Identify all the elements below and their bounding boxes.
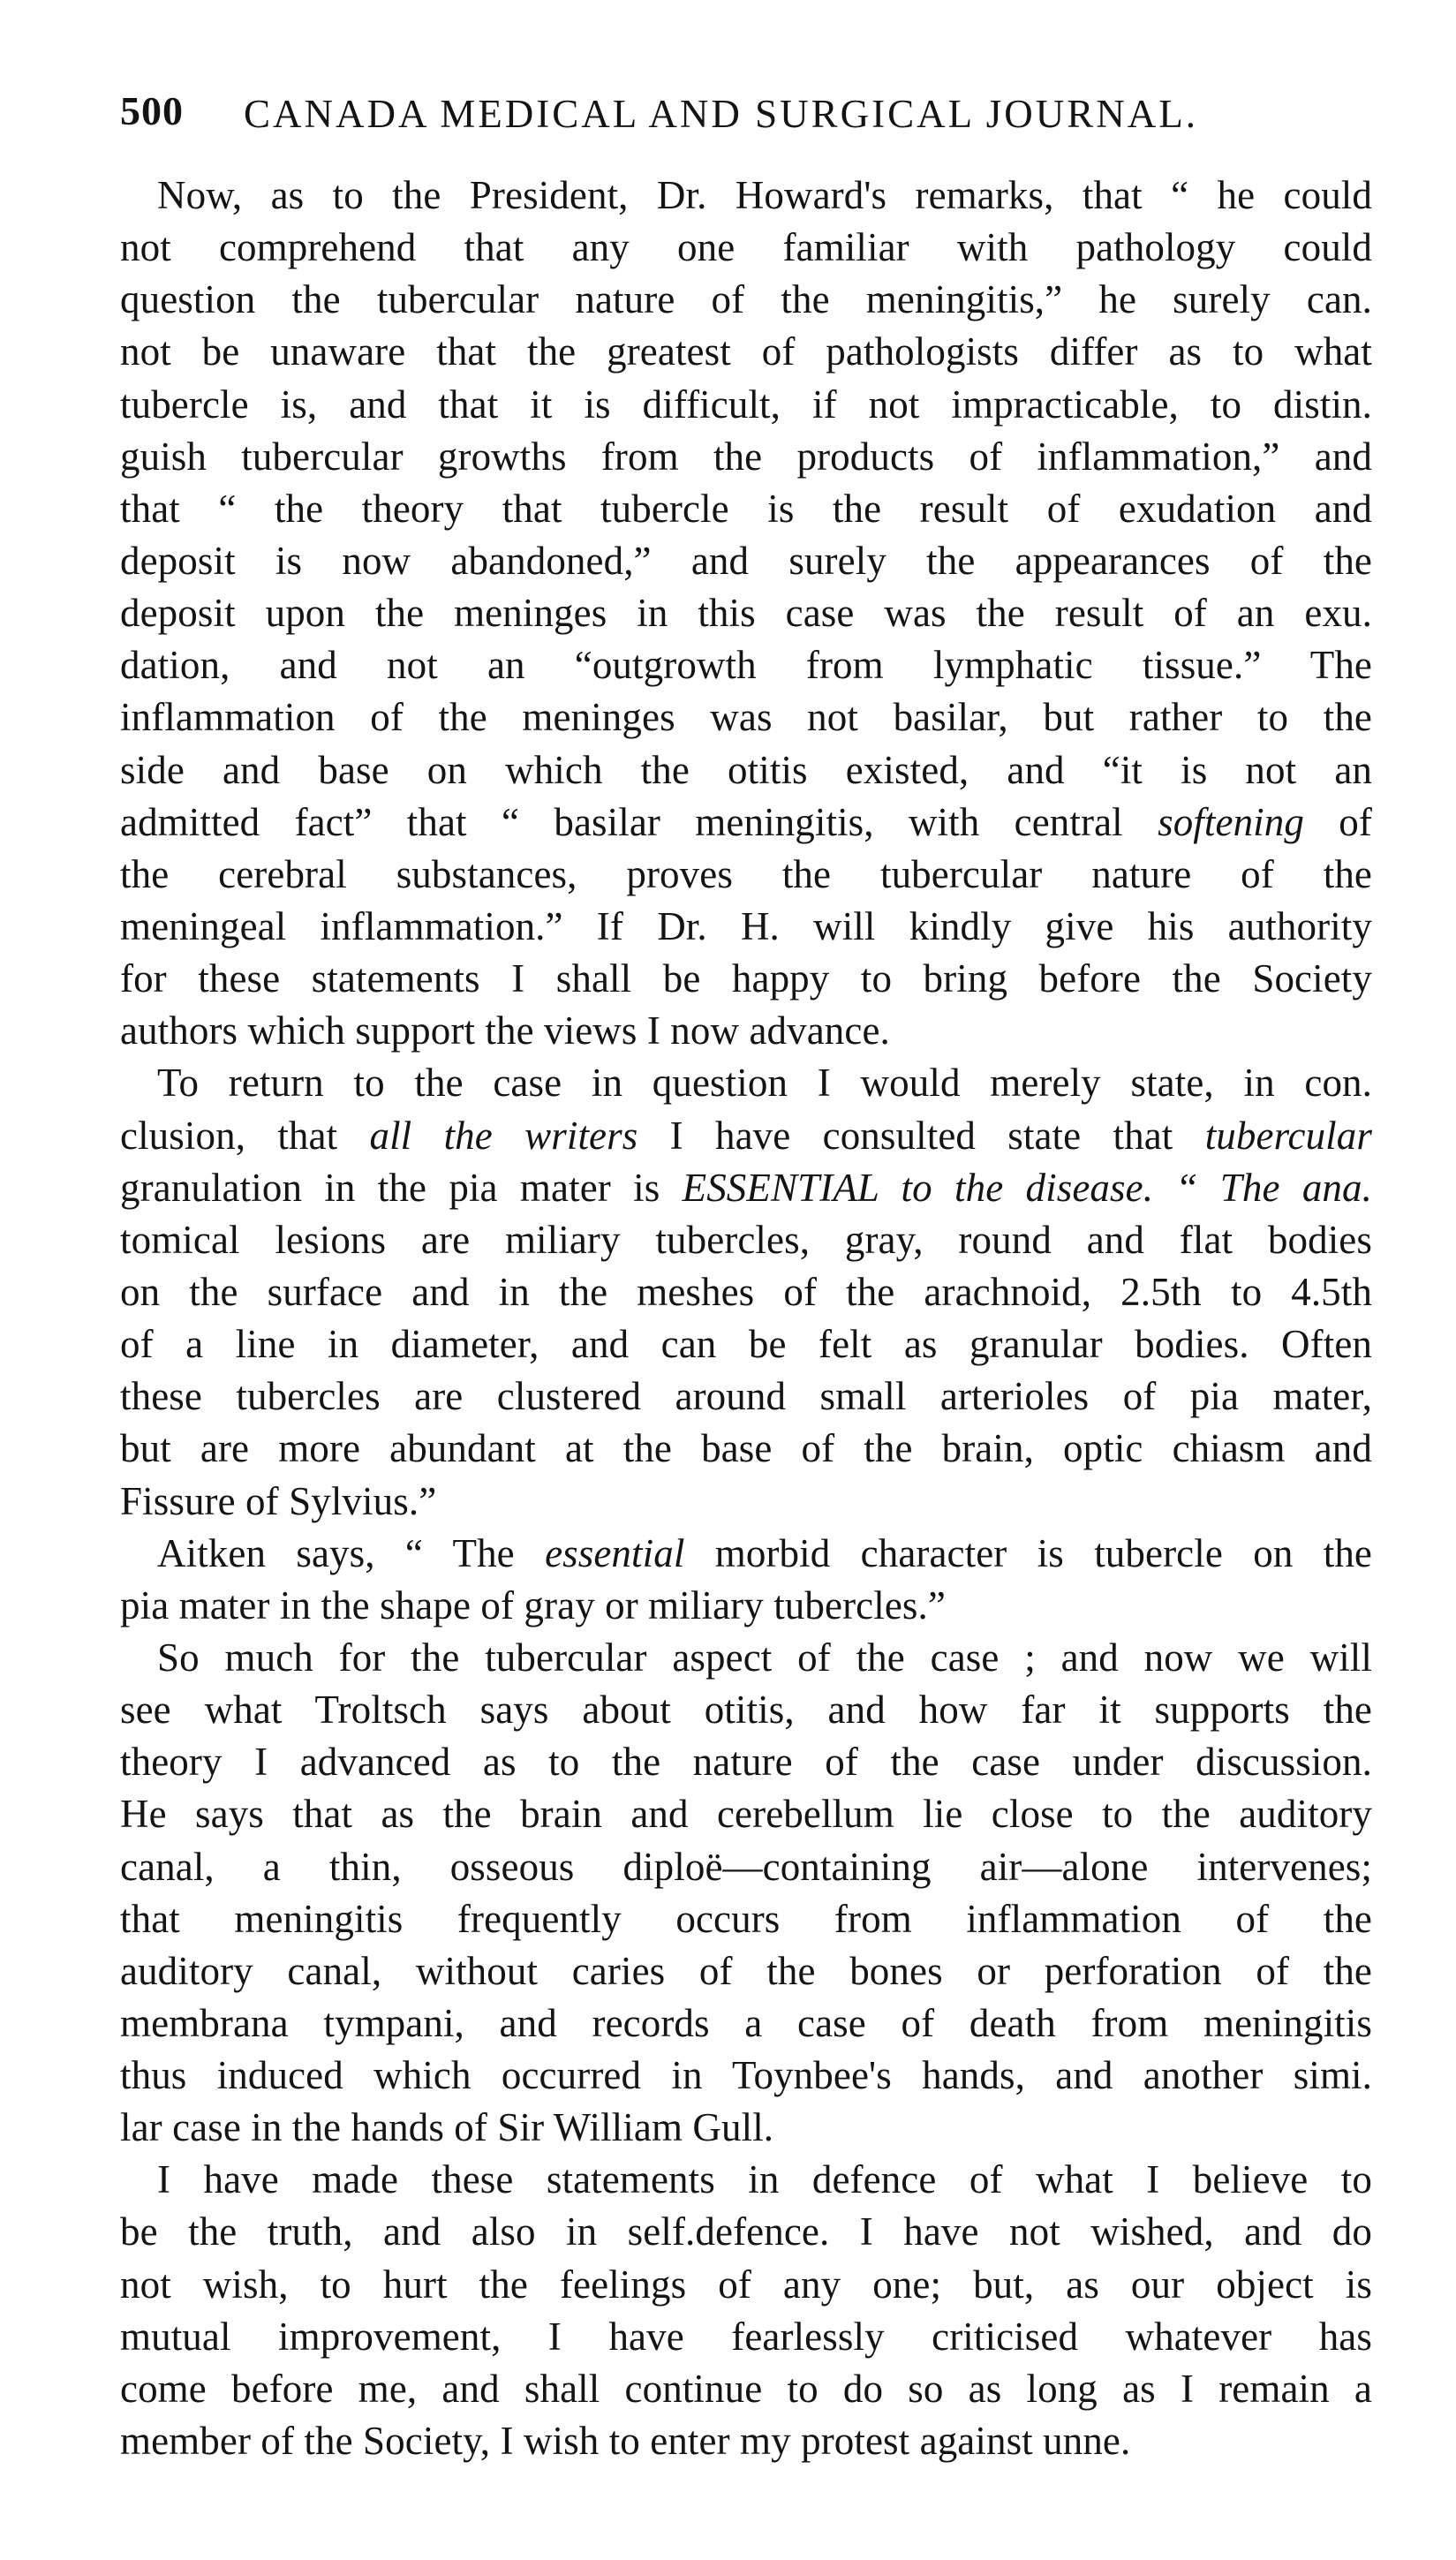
text-line: for these statements I shall be happy to bring before the Society — [120, 956, 1372, 1001]
text-line: authors which support the views I now advance. — [120, 1008, 890, 1053]
text-line: member of the Society, I wish to enter my protest against unne. — [120, 2419, 1131, 2464]
text-line: clusion, that all the writers I have consulted state that tubercular — [120, 1113, 1372, 1158]
text-line: So much for the tubercular aspect of the case ; and now we will — [157, 1635, 1372, 1680]
text-line: deposit is now abandoned,” and surely the appearances of the — [120, 538, 1372, 583]
text-line: question the tubercular nature of the meningitis,” he surely can. — [120, 277, 1372, 322]
page-number: 500 — [120, 88, 184, 133]
italic-emphasis: ESSENTIAL to the disease. “ The ana. — [660, 1165, 1372, 1210]
text-line: dation, and not an “outgrowth from lymphatic tissue.” The — [120, 643, 1372, 688]
text-line: Aitken says, “ The essential morbid character is tubercle on the — [157, 1530, 1372, 1575]
text-line: tubercle is, and that it is difficult, if not impracticable, to distin. — [120, 381, 1372, 427]
text-line: come before me, and shall continue to do so as long as I remain a — [120, 2366, 1372, 2411]
text-line: To return to the case in question I would merely state, in con. — [157, 1061, 1372, 1106]
text-line: Fissure of Sylvius.” — [120, 1478, 437, 1523]
text-line: lar case in the hands of Sir William Gull. — [120, 2105, 774, 2150]
text-line: He says that as the brain and cerebellum lie close to the auditory — [120, 1792, 1372, 1837]
text-line: these tubercles are clustered around small arterioles of pia mater, — [120, 1374, 1372, 1419]
text-line: inflammation of the meninges was not basilar, but rather to the — [120, 695, 1372, 740]
text-line: not comprehend that any one familiar with pathology could — [120, 225, 1372, 270]
text-line: see what Troltsch says about otitis, and how far it supports the — [120, 1688, 1372, 1733]
text-line: theory I advanced as to the nature of the case under discussion. — [120, 1740, 1372, 1785]
text-line: that meningitis frequently occurs from inflammation of the — [120, 1896, 1372, 1941]
text-line: not wish, to hurt the feelings of any one; but, as our object is — [120, 2262, 1372, 2307]
paragraph-4 — [120, 1632, 1372, 2154]
text-line: pia mater in the shape of gray or miliary tubercles.” — [120, 1582, 946, 1627]
text-line: thus induced which occurred in Toynbee's hands, and another simi. — [120, 2053, 1372, 2098]
paragraph-3 — [120, 1528, 1372, 1632]
text-line: admitted fact” that “ basilar meningitis, with central softening of — [120, 799, 1372, 844]
text-line: not be unaware that the greatest of pathologists differ as to what — [120, 329, 1372, 374]
paragraph-5 — [120, 2154, 1372, 2467]
paragraph-1 — [120, 170, 1372, 1057]
text-line: deposit upon the meninges in this case was the result of an exu. — [120, 591, 1372, 636]
text-line: but are more abundant at the base of the brain, optic chiasm and — [120, 1426, 1372, 1471]
text-line: I have made these statements in defence of what I believe to — [157, 2157, 1372, 2202]
italic-emphasis: tubercular — [1204, 1113, 1372, 1158]
italic-emphasis: essential — [545, 1530, 685, 1575]
text-line: that “ the theory that tubercle is the result of exudation and — [120, 486, 1372, 531]
text-line: auditory canal, without caries of the bones or perforation of the — [120, 1948, 1372, 1993]
text-line: side and base on which the otitis existed, and “it is not an — [120, 747, 1372, 792]
text-line: guish tubercular growths from the products of inflammation,” and — [120, 434, 1372, 479]
article-body — [120, 170, 1372, 2467]
text-line: the cerebral substances, proves the tubercular nature of the — [120, 851, 1372, 896]
text-line: on the surface and in the meshes of the arachnoid, 2.5th to 4.5th — [120, 1269, 1372, 1314]
italic-emphasis: softening — [1158, 799, 1304, 844]
journal-title: CANADA MEDICAL AND SURGICAL JOURNAL. — [244, 92, 1198, 136]
text-line: membrana tympani, and records a case of death from meningitis — [120, 2000, 1372, 2045]
text-line: of a line in diameter, and can be felt as granular bodies. Often — [120, 1322, 1372, 1367]
italic-emphasis: all the writers — [369, 1113, 638, 1158]
text-line: canal, a thin, osseous diploë—containing air—alone intervenes; — [120, 1844, 1372, 1889]
text-line: mutual improvement, I have fearlessly criticised whatever has — [120, 2314, 1372, 2359]
running-head — [120, 85, 1374, 147]
text-line: tomical lesions are miliary tubercles, gray, round and flat bodies — [120, 1217, 1372, 1262]
text-line: granulation in the pia mater is ESSENTIAL to the disease. “ The ana. — [120, 1165, 1372, 1210]
text-line: meningeal inflammation.” If Dr. H. will kindly give his authority — [120, 903, 1372, 948]
paragraph-2 — [120, 1057, 1372, 1527]
text-line: be the truth, and also in self.defence. I have not wished, and do — [120, 2209, 1372, 2254]
text-line: Now, as to the President, Dr. Howard's remarks, that “ he could — [157, 173, 1372, 217]
